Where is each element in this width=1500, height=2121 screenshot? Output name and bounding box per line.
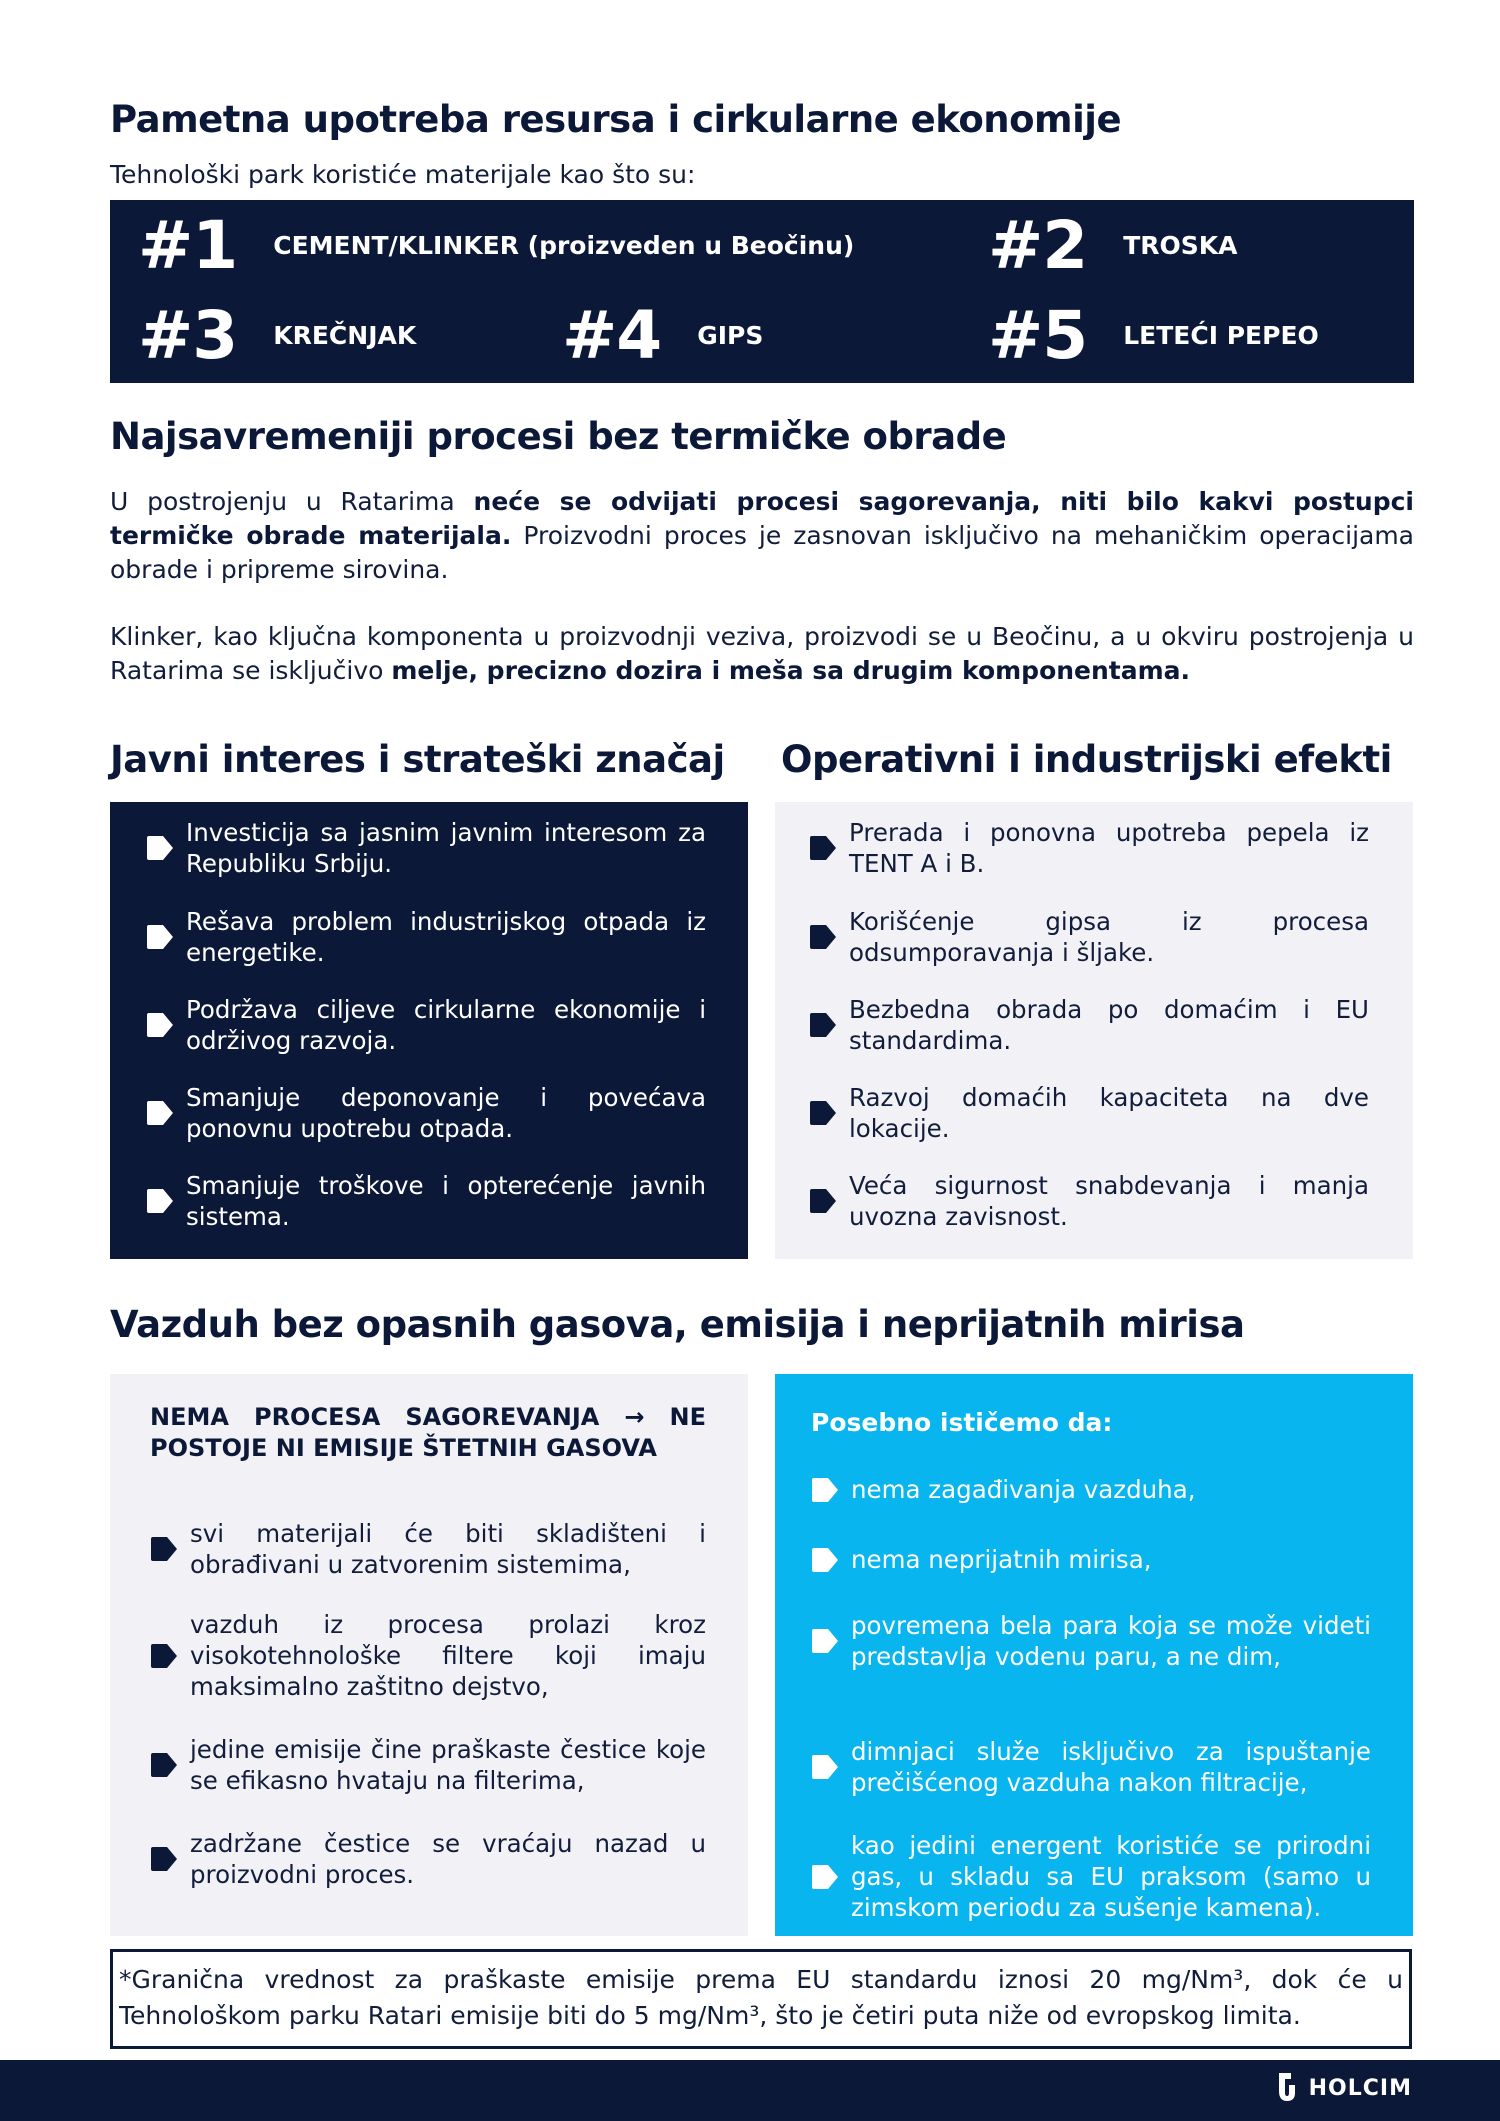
arrow-tag-icon	[150, 1847, 178, 1871]
air-right-panel	[775, 1374, 1413, 1936]
arrow-tag-icon	[811, 1629, 839, 1653]
arrow-tag-icon	[809, 836, 837, 860]
material-number: #2	[988, 206, 1088, 284]
material-number: #3	[138, 296, 238, 374]
footnote-line-1: *Granična vrednost za praškaste emisije prema EU standardu iznosi 20 mg/Nm³, dok će u	[119, 1965, 1403, 1994]
material-label: GIPS	[697, 320, 764, 350]
list-item: Smanjuje troškove i opterećenje javnih sistema.	[146, 1170, 706, 1232]
arrow-tag-icon	[811, 1478, 839, 1502]
material-label: TROSKA	[1123, 230, 1238, 260]
section-title-processes: Najsavremeniji procesi bez termičke obrade	[110, 415, 1007, 458]
brand-name: HOLCIM	[1308, 2075, 1412, 2101]
list-item: dimnjaci služe isključivo za ispuštanje prečišćenog vazduha nakon filtracije,	[811, 1736, 1371, 1798]
arrow-tag-icon	[809, 1189, 837, 1213]
brand-logo	[1271, 2071, 1412, 2105]
material-item	[988, 206, 1238, 284]
no-combustion-heading: NEMA PROCESA SAGOREVANJA → NE POSTOJE NI EMISIJE ŠTETNIH GASOVA	[150, 1403, 706, 1462]
intro-text: Tehnološki park koristiće materijale kao što su:	[110, 160, 696, 189]
arrow-tag-icon	[150, 1644, 178, 1668]
material-item	[562, 296, 764, 374]
material-number: #1	[138, 206, 238, 284]
arrow-tag-icon	[809, 1013, 837, 1037]
list-item: Smanjuje deponovanje i povećava ponovnu upotrebu otpada.	[146, 1082, 706, 1144]
arrow-tag-icon	[811, 1755, 839, 1779]
list-item: povremena bela para koja se može videti predstavlja vodenu paru, a ne dim,	[811, 1610, 1371, 1672]
arrow-tag-icon	[146, 1013, 174, 1037]
list-item: Razvoj domaćih kapaciteta na dve lokacije.	[809, 1082, 1369, 1144]
section-title-operational: Operativni i industrijski efekti	[781, 738, 1392, 781]
list-item: Prerada i ponovna upotreba pepela iz TENT A i B.	[809, 817, 1369, 879]
list-item: nema zagađivanja vazduha,	[811, 1474, 1371, 1505]
arrow-tag-icon	[146, 836, 174, 860]
arrow-tag-icon	[150, 1753, 178, 1777]
processes-paragraph-2: Klinker, kao ključna komponenta u proizvodnji veziva, proizvodi se u Beočinu, a u okviru postrojenja u Ratarima se isključivo melje, precizno dozira i meša sa drugim komponentama.	[110, 622, 1414, 685]
list-item: kao jedini energent koristiće se prirodni gas, u skladu sa EU praksom (samo u zimskom periodu za sušenje kamena).	[811, 1830, 1371, 1923]
holcim-logo-icon	[1271, 2071, 1301, 2105]
list-item: nema neprijatnih mirisa,	[811, 1544, 1371, 1575]
highlight-heading: Posebno ističemo da:	[811, 1408, 1113, 1437]
arrow-tag-icon	[811, 1548, 839, 1572]
material-label: LETEĆI PEPEO	[1123, 320, 1319, 350]
list-item: Rešava problem industrijskog otpada iz energetike.	[146, 906, 706, 968]
arrow-tag-icon	[150, 1537, 178, 1561]
arrow-tag-icon	[146, 925, 174, 949]
list-item: Podržava ciljeve cirkularne ekonomije i održivog razvoja.	[146, 994, 706, 1056]
list-item: jedine emisije čine praškaste čestice koje se efikasno hvataju na filterima,	[150, 1734, 706, 1796]
section-title-resources: Pametna upotreba resursa i cirkularne ekonomije	[110, 98, 1122, 141]
material-label: KREČNJAK	[273, 320, 417, 350]
list-item: Korišćenje gipsa iz procesa odsumporavanja i šljake.	[809, 906, 1369, 968]
list-item: svi materijali će biti skladišteni i obrađivani u zatvorenim sistemima,	[150, 1518, 706, 1580]
list-item: Investicija sa jasnim javnim interesom za Republiku Srbiju.	[146, 817, 706, 879]
arrow-tag-icon	[146, 1101, 174, 1125]
material-item	[988, 296, 1319, 374]
material-number: #4	[562, 296, 662, 374]
arrow-tag-icon	[809, 1101, 837, 1125]
list-item: Veća sigurnost snabdevanja i manja uvozna zavisnost.	[809, 1170, 1369, 1232]
section-title-public-interest: Javni interes i strateški značaj	[110, 738, 725, 781]
public-interest-panel	[110, 802, 748, 1259]
arrow-tag-icon	[809, 925, 837, 949]
materials-box	[110, 200, 1414, 383]
material-number: #5	[988, 296, 1088, 374]
material-item	[138, 206, 855, 284]
footnote-line-2: Tehnološkom parku Ratari emisije biti do 5 mg/Nm³, što je četiri puta niže od evropskog limita.	[119, 2001, 1301, 2030]
material-item	[138, 296, 417, 374]
air-left-panel	[110, 1374, 748, 1936]
list-item: zadržane čestice se vraćaju nazad u proizvodni proces.	[150, 1828, 706, 1890]
operational-panel	[775, 802, 1413, 1259]
list-item: vazduh iz procesa prolazi kroz visokotehnološke filtere koji imaju maksimalno zaštitno dejstvo,	[150, 1609, 706, 1702]
list-item: Bezbedna obrada po domaćim i EU standardima.	[809, 994, 1369, 1056]
arrow-tag-icon	[146, 1189, 174, 1213]
processes-paragraph-1: U postrojenju u Ratarima neće se odvijati procesi sagorevanja, niti bilo kakvi postupci termičke obrade materijala. Proizvodni proces je zasnovan isključivo na mehaničkim operacijama obrade i pripreme sirovina.	[110, 487, 1415, 584]
material-label: CEMENT/KLINKER (proizveden u Beočinu)	[273, 230, 855, 260]
arrow-tag-icon	[811, 1865, 839, 1889]
section-title-air: Vazduh bez opasnih gasova, emisija i neprijatnih mirisa	[110, 1303, 1245, 1346]
emission-footnote	[110, 1949, 1412, 2049]
